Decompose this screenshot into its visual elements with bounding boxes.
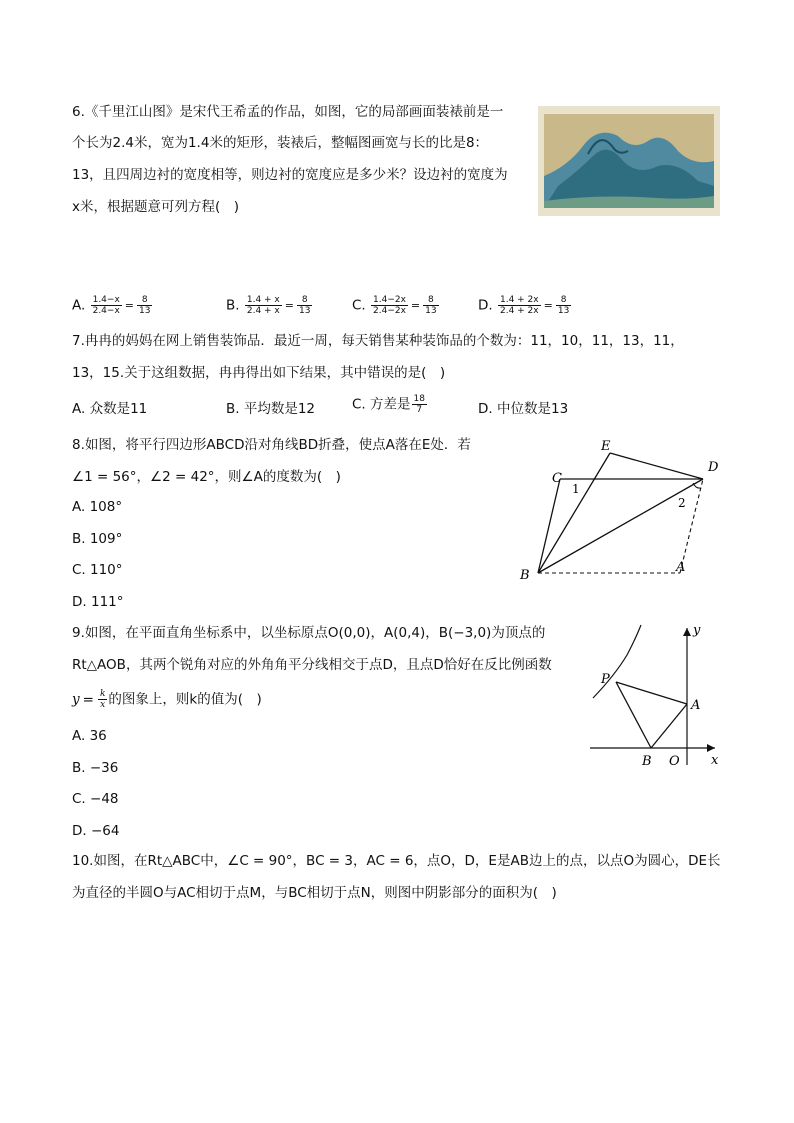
q7-line-1: 7.冉冉的妈妈在网上销售装饰品．最近一周，每天销售某种装饰品的个数为：11，10，11，13，11， — [72, 333, 684, 349]
label-a: A — [676, 560, 686, 575]
label-b: B — [642, 754, 652, 769]
q8-line-2: ∠1 = 56°，∠2 = 42°，则∠A的度数为( ) — [72, 469, 341, 485]
label-angle-1: 1 — [572, 482, 580, 496]
q6-line-1: 6.《千里江山图》是宋代王希孟的作品，如图，它的局部画面装裱前是一 — [72, 104, 504, 120]
q6-option-c[interactable]: C. $\frac{1.4-2x}{2.4-2x}$ = $\frac{8}{13}$ — [352, 295, 437, 316]
q7-option-a[interactable]: A. 众数是11 — [72, 401, 148, 417]
q9-option-c[interactable]: C. −48 — [72, 791, 119, 807]
q9-line-2: Rt△AOB，其两个锐角对应的外角角平分线相交于点D，且点D恰好在反比例函数 — [72, 657, 552, 673]
q8-option-a[interactable]: A. 108° — [72, 499, 123, 515]
q7-option-b[interactable]: B. 平均数是12 — [226, 401, 316, 417]
q6-option-b[interactable]: B. $\frac{1.4 + x}{2.4 + x}$ = $\frac{8}{13}$ — [226, 295, 311, 316]
label-x: x — [711, 753, 719, 768]
q8-option-b[interactable]: B. 109° — [72, 531, 123, 547]
q9-option-b[interactable]: B. −36 — [72, 760, 119, 776]
q6-option-d[interactable]: D. $\frac{1.4 + 2x}{2.4 + 2x}$ = $\frac{8}{13}$ — [478, 295, 570, 316]
q6-line-2: 个长为2.4米，宽为1.4米的矩形，装裱后，整幅图画宽与长的比是8： — [72, 135, 489, 151]
q8-parallelogram-figure — [510, 435, 730, 585]
q9-option-d[interactable]: D. −64 — [72, 823, 120, 839]
q8-line-1: 8.如图，将平行四边形ABCD沿对角线BD折叠，使点A落在E处．若 — [72, 437, 471, 453]
q8-option-d[interactable]: D. 111° — [72, 594, 124, 610]
q6-option-a[interactable]: A. $\frac{1.4-x}{2.4-x}$ = $\frac{8}{13}$ — [72, 295, 151, 316]
label-y: y — [693, 623, 701, 638]
q10-line-2: 为直径的半圆O与AC相切于点M，与BC相切于点N，则图中阴影部分的面积为( ) — [72, 885, 557, 901]
q9-line-3: y = $\frac{k}{x}$ 的图象上，则k的值为( ) — [72, 689, 262, 710]
label-e: E — [601, 439, 611, 454]
q6-line-4: x米，根据题意可列方程( ) — [72, 199, 240, 215]
q6-line-3: 13，且四周边衬的宽度相等，则边衬的宽度应是多少米？设边衬的宽度为 — [72, 167, 508, 183]
landscape-painting-image — [538, 106, 720, 216]
q9-option-a[interactable]: A. 36 — [72, 728, 107, 744]
label-angle-2: 2 — [678, 496, 686, 510]
q7-line-2: 13，15.关于这组数据，冉冉得出如下结果，其中错误的是( ) — [72, 365, 446, 381]
q8-option-c[interactable]: C. 110° — [72, 562, 123, 578]
label-b: B — [520, 568, 530, 583]
q7-option-c[interactable]: C. 方差是 $\frac{18}{7}$ — [352, 394, 425, 415]
label-o: O — [669, 754, 680, 769]
label-d: D — [708, 460, 719, 475]
q9-line-1: 9.如图，在平面直角坐标系中，以坐标原点O(0,0)，A(0,4)，B(−3,0)为顶点的 — [72, 625, 546, 641]
label-p: P — [601, 672, 610, 687]
label-a: A — [691, 698, 701, 713]
q7-option-d[interactable]: D. 中位数是13 — [478, 401, 569, 417]
q10-line-1: 10.如图，在Rt△ABC中，∠C = 90°，BC = 3，AC = 6，点O，D，E是AB边上的点，以点O为圆心，DE长 — [72, 853, 721, 869]
q9-coordinate-figure — [585, 620, 755, 770]
label-c: C — [552, 471, 562, 486]
